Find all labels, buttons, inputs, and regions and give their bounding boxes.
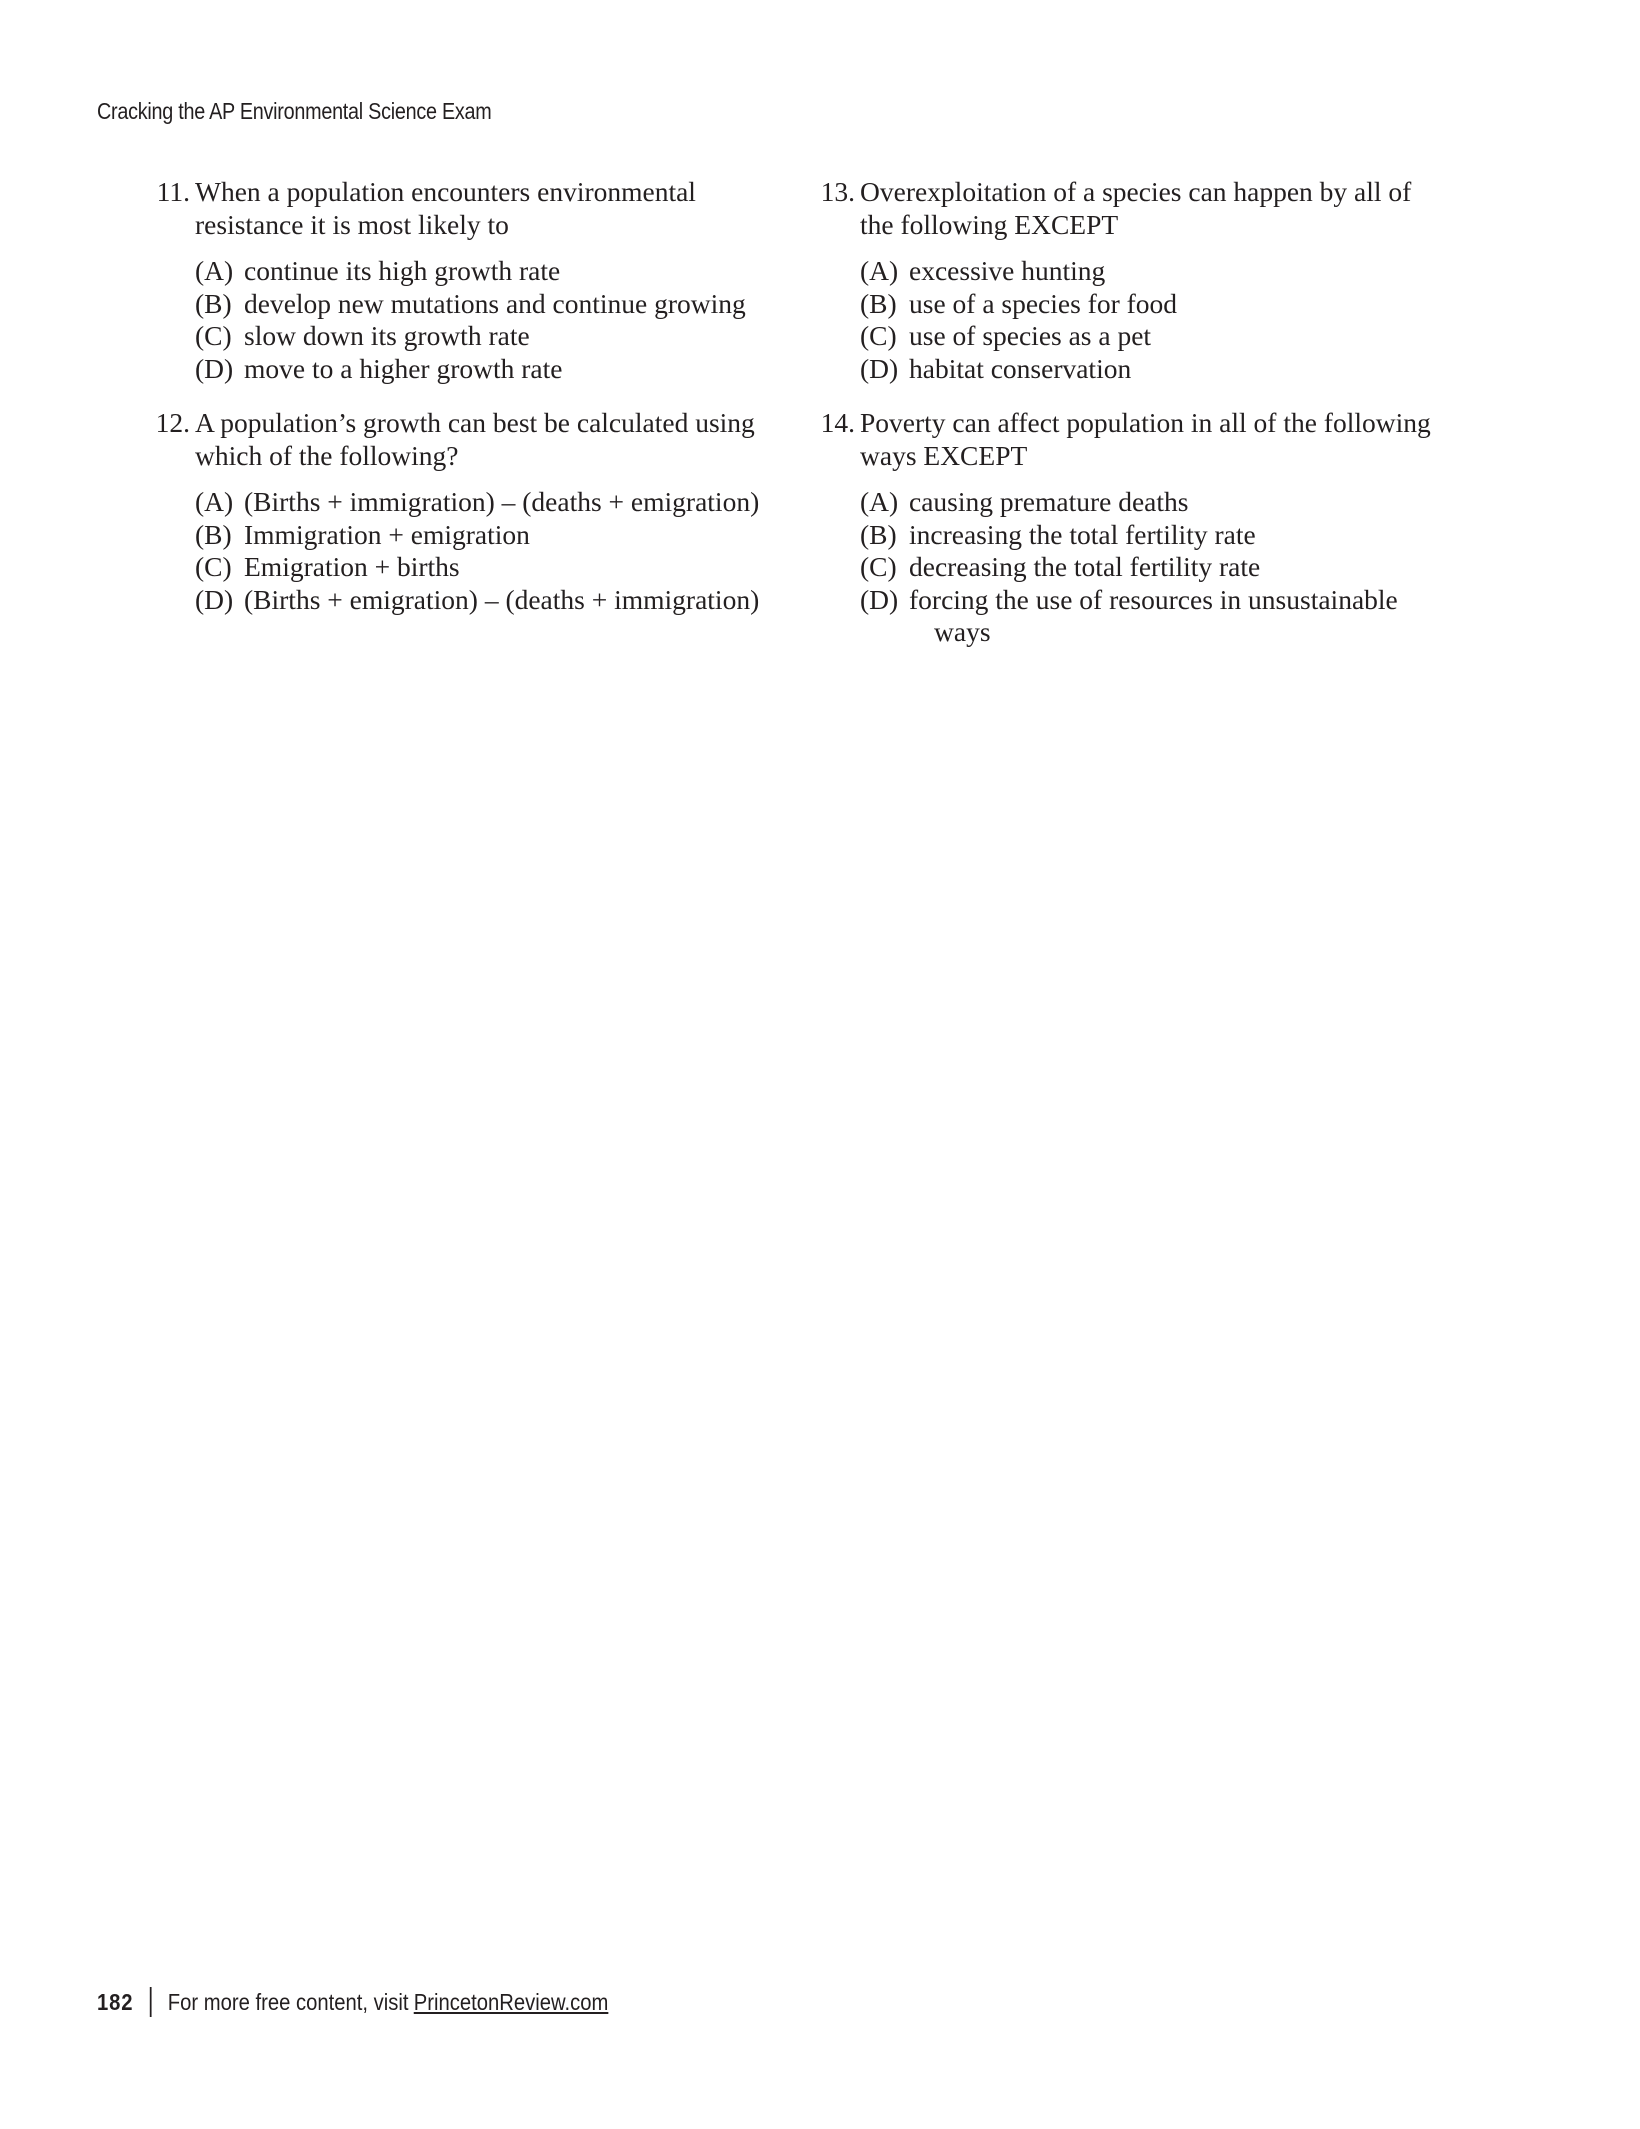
option-text: decreasing the total fertility rate [909,551,1261,582]
option-letter: (B) [860,287,897,319]
option-letter: (D) [195,583,234,615]
princeton-review-link[interactable]: PrincetonReview.com [413,1988,609,2015]
option-a [140,486,780,519]
question-text: When a population encounters environmental resistance it is most likely to [195,176,696,240]
option-text: Emigration + births [244,551,460,582]
footer-divider [150,1987,152,2017]
option-d [805,584,1445,649]
option-letter: (D) [860,352,899,384]
option-letter: (B) [860,518,897,550]
option-b [805,519,1445,552]
option-b [140,288,780,321]
option-c [805,320,1445,353]
answer-options [140,486,780,616]
question-stem [805,407,1445,472]
question-number: 12. [155,407,190,438]
option-text: use of a species for food [909,287,1178,319]
option-text: slow down its growth rate [244,320,530,351]
option-c [805,551,1445,584]
option-a [140,255,780,288]
option-c [140,320,780,353]
footer-text: For more free content, visit [167,1988,409,2015]
option-d [805,353,1445,386]
question-stem [140,176,780,241]
option-text: continue its high growth rate [244,255,561,286]
option-letter: (B) [195,518,232,550]
question-text: Overexploitation of a species can happen by all of the following EXCEPT [860,176,1412,240]
option-letter: (A) [195,255,234,286]
right-column [805,176,1445,671]
option-letter: (C) [860,320,897,351]
answer-options [805,486,1445,649]
question-stem [140,407,780,472]
option-text: (Births + emigration) – (deaths + immigration) [244,583,760,615]
option-text-continuation: ways [934,616,991,647]
answer-options [140,255,780,385]
question-14 [805,407,1445,649]
question-number: 14. [820,407,855,438]
left-column [140,176,780,638]
option-letter: (C) [195,320,232,351]
option-d [140,353,780,386]
option-text: Immigration + emigration [244,518,530,550]
question-number: 11. [156,176,190,207]
option-a [805,255,1445,288]
running-head: Cracking the AP Environmental Science Exam [97,98,492,124]
option-text: move to a higher growth rate [244,352,563,384]
question-11 [140,176,780,385]
question-12 [140,407,780,616]
option-a [805,486,1445,519]
answer-options [805,255,1445,385]
question-13 [805,176,1445,385]
option-b [805,288,1445,321]
question-stem [805,176,1445,241]
option-c [140,551,780,584]
option-letter: (C) [195,551,232,582]
option-letter: (D) [860,583,899,615]
option-letter: (D) [195,352,234,384]
option-text: (Births + immigration) – (deaths + emigration) [244,486,760,517]
option-letter: (B) [195,287,232,319]
option-letter: (C) [860,551,897,582]
option-letter: (A) [860,255,899,286]
option-text: causing premature deaths [909,486,1189,517]
question-text: Poverty can affect population in all of the following ways EXCEPT [860,407,1431,471]
option-text: excessive hunting [909,255,1106,286]
option-text: habitat conservation [909,352,1132,384]
question-text: A population’s growth can best be calculated using which of the following? [195,407,755,471]
option-letter: (A) [195,486,234,517]
page-number: 182 [97,1988,134,2015]
page-footer [97,1987,608,2017]
option-text-line: forcing the use of resources in unsustainable [909,583,1398,615]
option-letter: (A) [860,486,899,517]
option-d [140,584,780,617]
option-text: increasing the total fertility rate [909,518,1256,550]
option-text: use of species as a pet [909,320,1152,351]
option-text: develop new mutations and continue growing [244,287,746,319]
option-text [909,584,1445,649]
question-number: 13. [820,176,855,207]
option-b [140,519,780,552]
